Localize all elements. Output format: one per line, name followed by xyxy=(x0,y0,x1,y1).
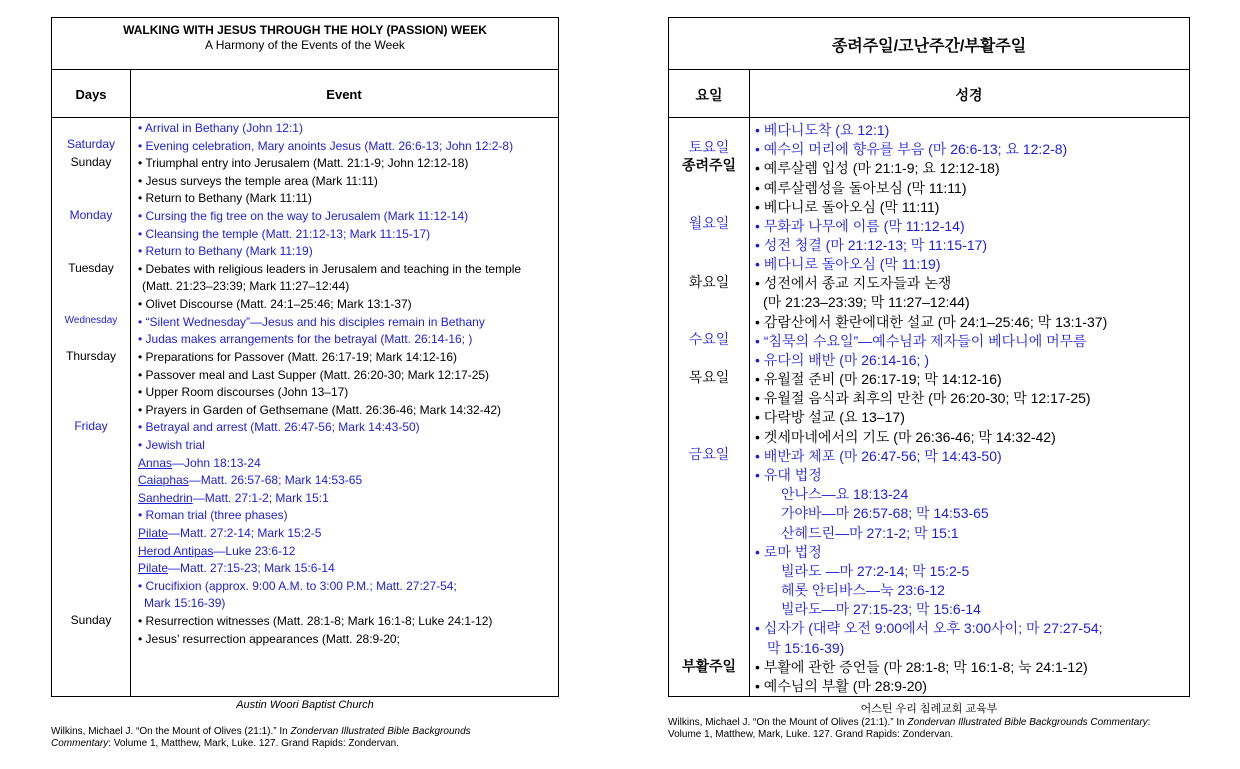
korean-day-wednesday: 수요일 xyxy=(688,331,730,347)
korean-table xyxy=(668,17,1190,697)
event-item: Sanhedrin—Matt. 27:1-2; Mark 15:1 xyxy=(138,491,329,505)
event-item: • Jesus surveys the temple area (Mark 11:11) xyxy=(138,174,378,188)
korean-event-item: • 유월절 준비 (마 26:17-19; 막 14:12-16) xyxy=(755,371,1002,387)
event-item: • Cursing the fig tree on the way to Jerusalem (Mark 11:12-14) xyxy=(138,209,469,223)
korean-event-item: 산헤드린—마 27:1-2; 막 15:1 xyxy=(781,525,959,541)
day-saturday: Saturday xyxy=(66,137,116,151)
korean-day-monday: 월요일 xyxy=(688,215,730,231)
korean-event-item: 막 15:16-39) xyxy=(767,640,845,656)
korean-day-palm-sunday: 종려주일 xyxy=(681,157,737,173)
day-friday: Friday xyxy=(74,419,108,433)
korean-day-tuesday: 화요일 xyxy=(688,274,730,290)
event-header: Event xyxy=(326,87,362,102)
event-item: • Betrayal and arrest (Matt. 26:47-56; Mark 14:43-50) xyxy=(138,420,420,434)
event-item: • Olivet Discourse (Matt. 24:1–25:46; Mark 13:1-37) xyxy=(138,297,412,311)
korean-event-item: • 유다의 배반 (마 26:14-16; ) xyxy=(755,352,929,368)
event-item: • Triumphal entry into Jerusalem (Matt. 21:1-9; John 12:12-18) xyxy=(138,156,469,170)
event-item: Mark 15:16-39) xyxy=(144,596,226,610)
korean-event-item: • 베다니로 돌아오심 (막 11:11) xyxy=(755,199,940,215)
korean-event-item: 가야바—마 26:57-68; 막 14:53-65 xyxy=(781,505,989,521)
day-thursday: Thursday xyxy=(65,349,117,363)
day-tuesday: Tuesday xyxy=(68,261,114,275)
korean-event-item: • 베다니도착 (요 12:1) xyxy=(755,122,890,138)
event-item: • Roman trial (three phases) xyxy=(138,508,288,522)
event-item: • Evening celebration, Mary anoints Jesus (Matt. 26:6-13; John 12:2-8) xyxy=(138,139,514,153)
name-annas: Annas xyxy=(138,456,173,470)
event-item: Herod Antipas—Luke 23:6-12 xyxy=(138,544,296,558)
event-item: • Debates with religious leaders in Jerusalem and teaching in the temple xyxy=(138,262,522,276)
korean-title: 종려주일/고난주간/부활주일 xyxy=(831,38,1027,55)
name-sanhedrin: Sanhedrin xyxy=(138,491,193,505)
korean-day-thursday: 목요일 xyxy=(688,369,730,385)
event-item: Caiaphas—Matt. 26:57-68; Mark 14:53-65 xyxy=(138,473,363,487)
korean-event-item: 안나스—요 18:13-24 xyxy=(781,486,909,502)
korean-event-item: 헤롯 안티바스—눅 23:6-12 xyxy=(781,582,945,598)
korean-event-item: • 무화과 나무에 이름 (막 11:12-14) xyxy=(755,218,965,234)
korean-event-item: (마 21:23–23:39; 막 11:27–12:44) xyxy=(763,294,970,310)
english-table xyxy=(51,17,559,697)
korean-event-header: 성경 xyxy=(955,87,983,103)
korean-event-item: • 예루살렘 입성 (마 21:1-9; 요 12:12-18) xyxy=(755,160,1000,176)
korean-days-header: 요일 xyxy=(695,87,723,103)
event-item: Pilate—Matt. 27:15-23; Mark 15:6-14 xyxy=(138,561,335,575)
days-header: Days xyxy=(75,87,107,102)
korean-citation: Wilkins, Michael J. “On the Mount of Olives (21:1).” In Zondervan Illustrated Bible Backgrounds Commentary: Volume 1, Matthew, Mark, Luke. 127. Grand Rapids: Zondervan. xyxy=(668,717,1151,740)
korean-event-item: • 부활에 관한 증언들 (마 28:1-8; 막 16:1-8; 눅 24:1-12) xyxy=(755,659,1088,675)
event-item: • Resurrection witnesses (Matt. 28:1-8; Mark 16:1-8; Luke 24:1-12) xyxy=(138,614,493,628)
korean-day-saturday: 토요일 xyxy=(688,139,730,155)
english-title: WALKING WITH JESUS THROUGH THE HOLY (PASSION) WEEK xyxy=(123,23,487,37)
korean-event-item: • 감람산에서 환란에대한 설교 (마 24:1–25:46; 막 13:1-37) xyxy=(755,314,1108,330)
korean-event-item: • 다락방 설교 (요 13–17) xyxy=(755,409,905,425)
korean-event-item: • 베다니로 돌아오심 (막 11:19) xyxy=(755,256,941,272)
event-item: Annas—John 18:13-24 xyxy=(138,456,261,470)
korean-event-item: • 십자가 (대략 오전 9:00에서 오후 3:00사이; 마 27:27-54; xyxy=(755,620,1103,636)
korean-event-item: • 겟세마네에서의 기도 (마 26:36-46; 막 14:32-42) xyxy=(755,429,1056,445)
event-item: • Passover meal and Last Supper (Matt. 26:20-30; Mark 12:17-25) xyxy=(138,368,490,382)
korean-event-item: • 예수의 머리에 향유를 부음 (마 26:6-13; 요 12:2-8) xyxy=(755,141,1068,157)
name-herod-antipas: Herod Antipas xyxy=(138,544,214,558)
event-item: • Arrival in Bethany (John 12:1) xyxy=(138,121,303,135)
event-item: • Return to Bethany (Mark 11:11) xyxy=(138,191,312,205)
event-item: Pilate—Matt. 27:2-14; Mark 15:2-5 xyxy=(138,526,322,540)
day-easter-sunday: Sunday xyxy=(70,613,112,627)
korean-event-item: • 유월절 음식과 최후의 만찬 (마 26:20-30; 막 12:17-25) xyxy=(755,390,1091,406)
korean-event-item: 빌라도 —마 27:2-14; 막 15:2-5 xyxy=(781,563,970,579)
korean-day-easter: 부활주일 xyxy=(681,658,737,674)
korean-event-item: • 예수님의 부활 (마 28:9-20) xyxy=(755,678,927,694)
korean-event-item: • 유대 법정 xyxy=(755,467,822,483)
korean-event-item: • 배반과 체포 (마 26:47-56; 막 14:43-50) xyxy=(755,448,1002,464)
korean-panel xyxy=(620,0,1240,769)
citation: Wilkins, Michael J. “On the Mount of Olives (21:1).” In Zondervan Illustrated Bible Backgrounds Commentary: Volume 1, Matthew, Mark, Luke. 127. Grand Rapids: Zondervan. xyxy=(51,726,471,749)
name-pilate: Pilate xyxy=(138,526,169,540)
event-item: • Cleansing the temple (Matt. 21:12-13; Mark 11:15-17) xyxy=(138,227,431,241)
event-item: (Matt. 21:23–23:39; Mark 11:27–12:44) xyxy=(142,279,350,293)
korean-event-item: • 로마 법정 xyxy=(755,544,822,560)
event-item: • Jewish trial xyxy=(138,438,205,452)
event-item: • “Silent Wednesday”—Jesus and his disciples remain in Bethany xyxy=(138,315,485,329)
name-pilate: Pilate xyxy=(138,561,169,575)
korean-event-item: • “침묵의 수요일”—예수님과 제자들이 베다니에 머무름 xyxy=(755,333,1087,349)
event-item: • Upper Room discourses (John 13–17) xyxy=(138,385,349,399)
korean-church-name: 어스틴 우리 침례교회 교육부 xyxy=(860,703,998,715)
event-item: • Preparations for Passover (Matt. 26:17-19; Mark 14:12-16) xyxy=(138,350,458,364)
event-item: • Return to Bethany (Mark 11:19) xyxy=(138,244,313,258)
event-item: • Judas makes arrangements for the betrayal (Matt. 26:14-16; ) xyxy=(138,332,473,346)
event-item: • Jesus’ resurrection appearances (Matt. 28:9-20; xyxy=(138,632,400,646)
korean-event-item: • 성전에서 종교 지도자들과 논쟁 xyxy=(755,275,952,291)
korean-day-friday: 금요일 xyxy=(688,446,730,462)
day-monday: Monday xyxy=(69,208,113,222)
day-sunday: Sunday xyxy=(70,155,112,169)
event-item: • Prayers in Garden of Gethsemane (Matt. 26:36-46; Mark 14:32-42) xyxy=(138,403,502,417)
korean-event-item: • 예루살렘성을 돌아보심 (막 11:11) xyxy=(755,180,967,196)
korean-event-item: • 성전 청결 (마 21:12-13; 막 11:15-17) xyxy=(755,237,988,253)
name-caiaphas: Caiaphas xyxy=(138,473,189,487)
day-wednesday: Wednesday xyxy=(64,315,118,326)
english-subtitle: A Harmony of the Events of the Week xyxy=(205,38,405,52)
event-item: • Crucifixion (approx. 9:00 A.M. to 3:00 P.M.; Matt. 27:27-54; xyxy=(138,579,457,593)
church-name: Austin Woori Baptist Church xyxy=(236,699,374,711)
korean-event-item: 빌라도—마 27:15-23; 막 15:6-14 xyxy=(781,601,981,617)
